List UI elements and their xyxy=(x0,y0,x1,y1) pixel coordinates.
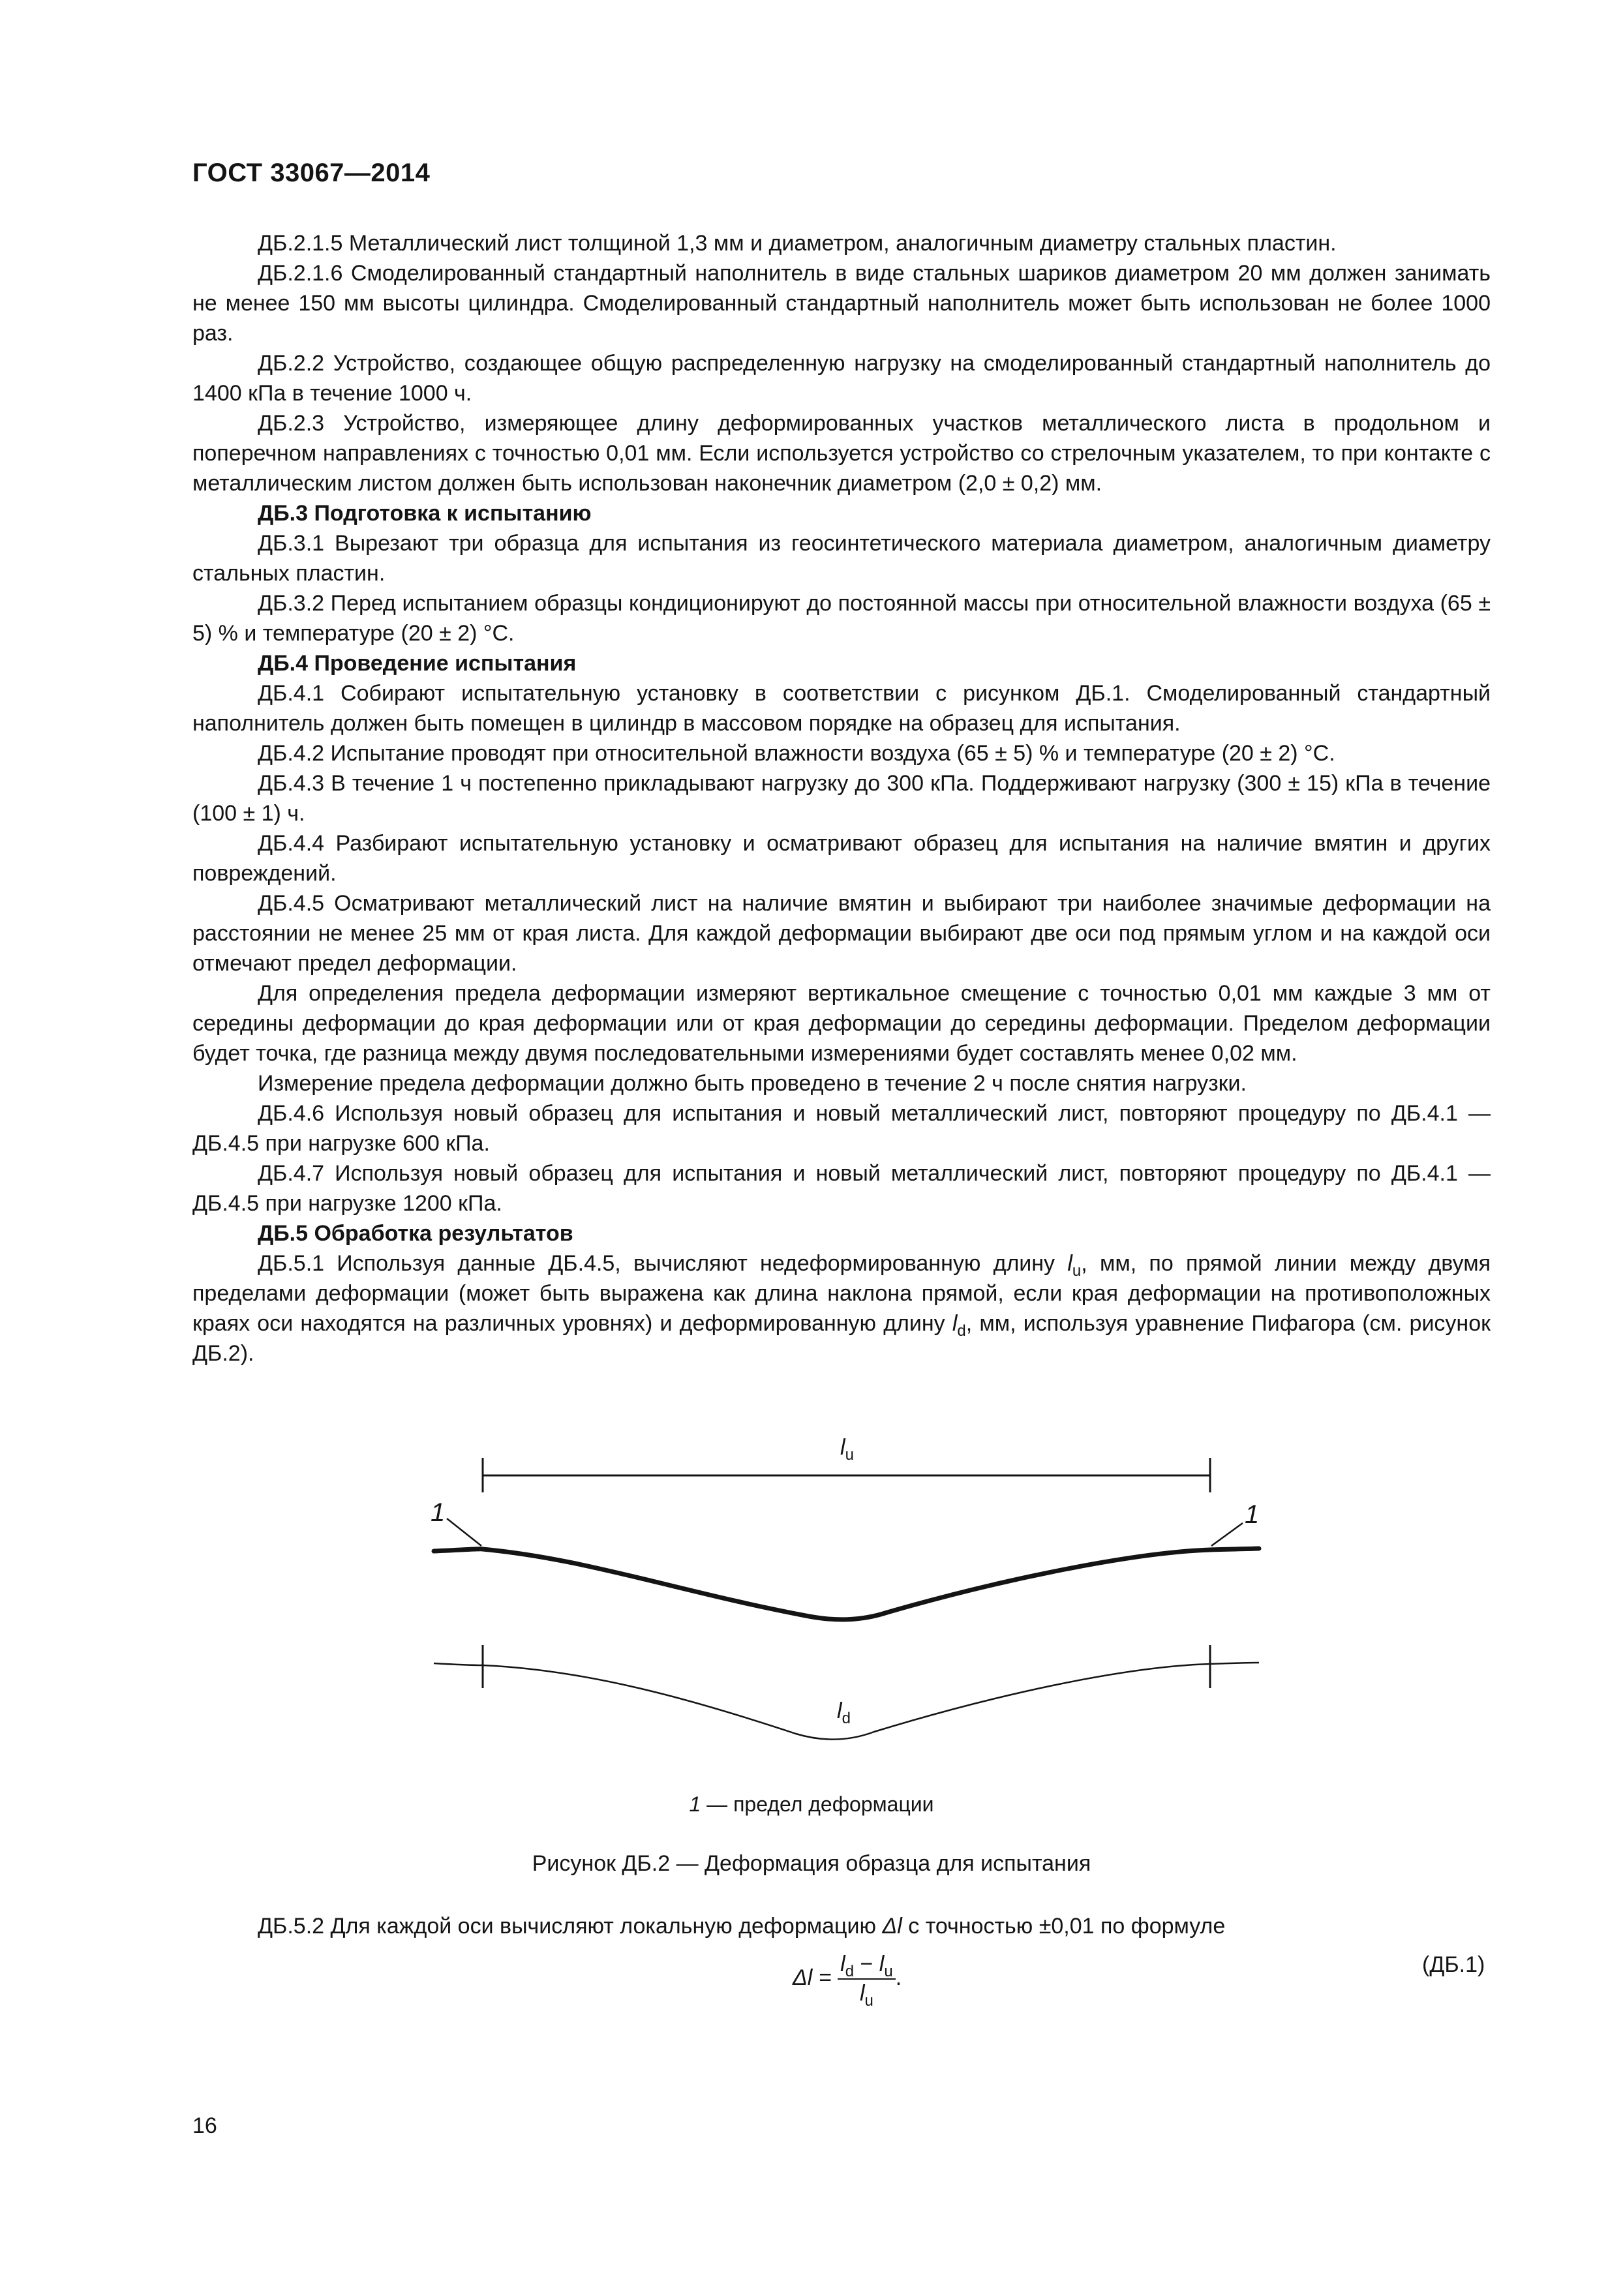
formula-db-1 xyxy=(793,1952,902,2010)
subscript: d xyxy=(957,1322,966,1340)
paragraph: ДБ.2.2 Устройство, создающее общую распределенную нагрузку на смоделированный стандартный наполнитель до 1400 кПа в течение 1000 ч. xyxy=(192,351,1491,406)
paragraph-db-5-1 xyxy=(192,1248,1491,1368)
deformed-length-curve xyxy=(434,1663,1259,1740)
deformed-sheet-curve xyxy=(434,1548,1259,1620)
paragraph: ДБ.3.1 Вырезают три образца для испытания из геосинтетического материала диаметром, аналогичным диаметру стальных пластин. xyxy=(192,531,1491,586)
text-span: ДБ.5.1 Используя данные ДБ.4.5, вычисляют недеформированную длину xyxy=(258,1251,1068,1276)
label-lu-sub: u xyxy=(845,1446,854,1464)
num-l: l xyxy=(840,1952,845,1976)
text-span: с точностью ±0,01 по формуле xyxy=(902,1914,1226,1939)
den-l: l xyxy=(859,1981,865,2006)
formula-denominator xyxy=(838,1980,896,2010)
paragraph: Измерение предела деформации должно быть проведено в течение 2 ч после снятия нагрузки. xyxy=(258,1071,1247,1096)
text-span: , мм, используя уравнение Пифагора (см. рисунок ДБ.2). xyxy=(192,1311,1491,1366)
page-number: 16 xyxy=(192,2113,217,2138)
section-heading: ДБ.4 Проведение испытания xyxy=(258,651,577,676)
equation-number: (ДБ.1) xyxy=(1422,1952,1485,1977)
formula-numerator xyxy=(838,1952,896,1980)
paragraph: ДБ.4.7 Используя новый образец для испытания и новый металлический лист, повторяют процедуру по ДБ.4.1 — ДБ.4.5 при нагрузке 1200 кПа. xyxy=(192,1161,1491,1216)
figure-caption: Рисунок ДБ.2 — Деформация образца для испытания xyxy=(532,1851,1091,1876)
deformation-figure xyxy=(417,1422,1279,1787)
symbol-l: l xyxy=(1067,1251,1072,1276)
body-text xyxy=(192,228,1491,1368)
paragraph-db-5-2 xyxy=(258,1914,1225,1939)
paragraph: ДБ.3.2 Перед испытанием образцы кондиционируют до постоянной массы при относительной влажности воздуха (65 ± 5) % и температуре (20 ± 2) °С. xyxy=(192,591,1491,646)
paragraph: ДБ.4.3 В течение 1 ч постепенно прикладывают нагрузку до 300 кПа. Поддерживают нагрузку (300 ± 15) кПа в течение (100 ± 1) ч. xyxy=(192,771,1491,826)
paragraph: ДБ.4.5 Осматривают металлический лист на наличие вмятин и выбирают три наиболее значимые деформации на расстоянии не менее 25 мм от края листа. Для каждой деформации выбирают две оси под прямым углом и на каждой оси отмечают предел деформации. xyxy=(192,891,1491,976)
paragraph: ДБ.2.1.6 Смоделированный стандартный наполнитель в виде стальных шариков диаметром 20 мм должен занимать не менее 150 мм высоты цилиндра. Смоделированный стандартный наполнитель может быть использован не более 1000 раз. xyxy=(192,261,1491,346)
legend-text: — предел деформации xyxy=(701,1792,934,1816)
formula-fraction xyxy=(838,1952,896,2010)
formula-tail: . xyxy=(895,1965,902,1990)
paragraph: ДБ.4.6 Используя новый образец для испытания и новый металлический лист, повторяют процедуру по ДБ.4.1 — ДБ.4.5 при нагрузке 600 кПа. xyxy=(192,1101,1491,1156)
den-sub: u xyxy=(864,1991,873,2010)
document-header: ГОСТ 33067—2014 xyxy=(192,159,431,187)
label-lu-l: l xyxy=(840,1435,845,1460)
label-ld-sub: d xyxy=(842,1710,851,1727)
label-lu xyxy=(840,1435,854,1464)
legend-number: 1 xyxy=(689,1792,701,1816)
num-op: − xyxy=(854,1952,879,1976)
paragraph: Для определения предела деформации измеряют вертикальное смещение с точностью 0,01 мм каждые 3 мм от середины деформации до края деформации или от края деформации до середины деформации. Пределом деформации будет точка, где разница между двумя последовательными измерениями будет составлять менее 0,02 мм. xyxy=(192,981,1491,1066)
text-span: ДБ.5.2 Для каждой оси вычисляют локальную деформацию xyxy=(258,1914,883,1939)
paragraph: ДБ.4.2 Испытание проводят при относительной влажности воздуха (65 ± 5) % и температуре (20 ± 2) °С. xyxy=(258,741,1335,766)
num-l: l xyxy=(879,1952,885,1976)
num-sub: u xyxy=(884,1962,893,1980)
marker-1-left: 1 xyxy=(431,1498,446,1527)
paragraph: ДБ.4.4 Разбирают испытательную установку и осматривают образец для испытания на наличие вмятин и других повреждений. xyxy=(192,831,1491,886)
paragraph: ДБ.2.3 Устройство, измеряющее длину деформированных участков металлического листа в продольном и поперечном направлениях с точностью 0,01 мм. Если используется устройство со стрелочным указателем, то при контакте с металлическим листом должен быть использован наконечник диаметром (2,0 ± 0,2) мм. xyxy=(192,411,1491,496)
marker-leader-left xyxy=(447,1518,481,1546)
num-sub: d xyxy=(845,1962,855,1980)
symbol-delta-l: Δl xyxy=(882,1914,902,1939)
section-heading: ДБ.5 Обработка результатов xyxy=(258,1221,573,1246)
paragraph: ДБ.2.1.5 Металлический лист толщиной 1,3 мм и диаметром, аналогичным диаметру стальных пластин. xyxy=(258,231,1337,256)
figure-legend xyxy=(0,1792,1623,1817)
section-heading: ДБ.3 Подготовка к испытанию xyxy=(258,501,592,526)
marker-1-right: 1 xyxy=(1245,1500,1260,1529)
label-ld-l: l xyxy=(837,1699,842,1723)
label-ld xyxy=(837,1699,851,1727)
text-span: , мм, по прямой линии между двумя пределами деформации (может быть выражена как длина наклона прямой, если края деформации на противоположных краях оси находятся на различных уровнях) и деформированную длину xyxy=(192,1251,1491,1336)
symbol-l: l xyxy=(952,1311,958,1336)
paragraph: ДБ.4.1 Собирают испытательную установку в соответствии с рисунком ДБ.1. Смоделированный стандартный наполнитель должен быть помещен в цилиндр в массовом порядке на образец для испытания. xyxy=(192,681,1491,736)
marker-leader-right xyxy=(1211,1523,1243,1546)
subscript: u xyxy=(1072,1261,1082,1280)
formula-lhs: Δl = xyxy=(793,1965,838,1990)
